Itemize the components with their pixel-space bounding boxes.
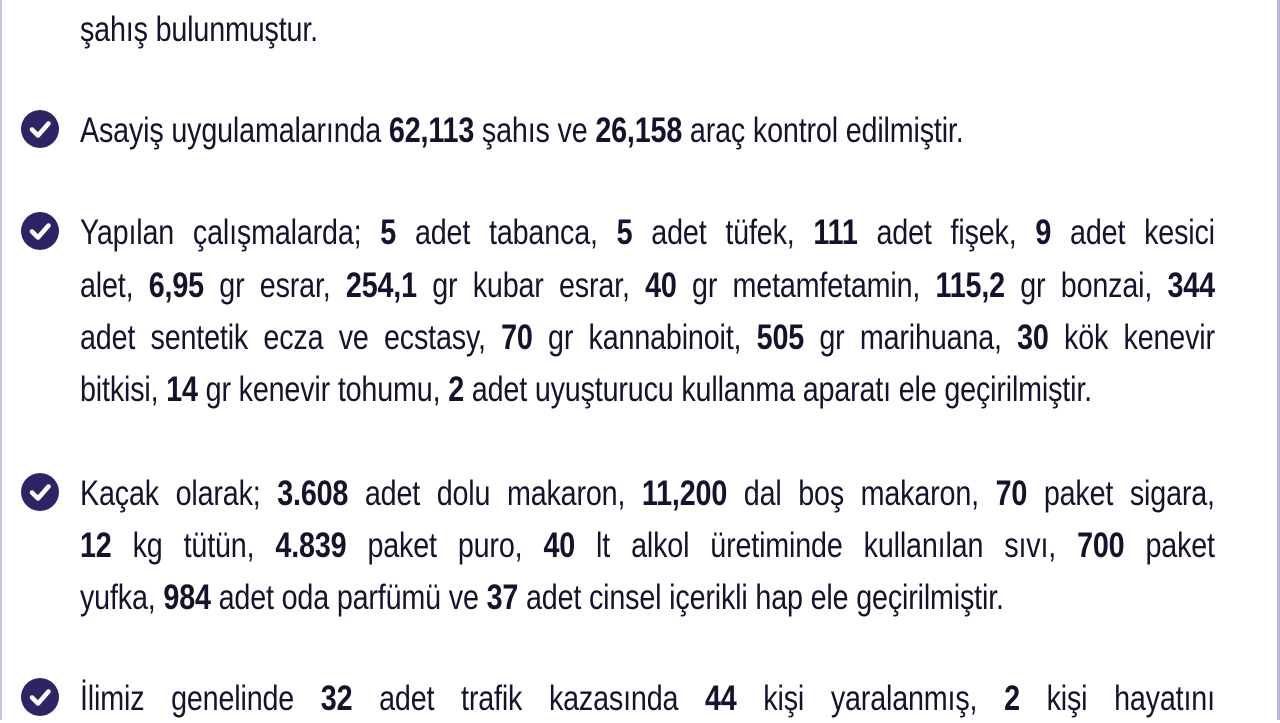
- text-segment: dal boş makaron,: [727, 474, 996, 513]
- number-value: 2: [448, 370, 464, 409]
- number-value: 984: [163, 578, 211, 617]
- bullet-2-line-4: [80, 366, 1092, 414]
- bullet-2-line-1: [80, 209, 1215, 257]
- text-segment: paket sigara,: [1027, 474, 1215, 513]
- text-segment: gr kannabinoit,: [532, 318, 757, 357]
- number-value: 5: [380, 213, 397, 252]
- number-value: 9: [1035, 213, 1052, 252]
- text-segment: İlimiz genelinde: [80, 679, 321, 718]
- text-segment: adet oda parfümü ve: [210, 578, 487, 617]
- text-segment: kg tütün,: [111, 526, 276, 565]
- number-value: 3.608: [277, 474, 349, 513]
- bullet-1-line-1: [80, 107, 1011, 155]
- bullet-3-line-2: [80, 522, 1215, 570]
- text-segment: adet dolu makaron,: [348, 474, 642, 513]
- number-value: 700: [1077, 526, 1125, 565]
- number-value: 70: [995, 474, 1028, 513]
- text-segment: şahıs ve: [474, 111, 596, 150]
- text-segment: Asayiş uygulamalarında: [80, 111, 389, 150]
- bullet-2-line-3: [80, 314, 1215, 362]
- text-segment: kişi hayatını: [1019, 679, 1215, 718]
- check-circle-icon: [21, 110, 59, 148]
- text-segment: Kaçak olarak;: [80, 474, 278, 513]
- intro-line: [80, 6, 1011, 54]
- text-segment: lt alkol üretiminde kullanılan sıvı,: [575, 526, 1078, 565]
- check-circle-icon: [21, 473, 59, 511]
- number-value: 37: [486, 578, 519, 617]
- number-value: 111: [813, 213, 858, 252]
- text-segment: gr kubar esrar,: [416, 266, 646, 305]
- text-segment: adet tüfek,: [632, 213, 814, 252]
- number-value: 6,95: [148, 266, 204, 305]
- text-segment: gr kenevir tohumu,: [197, 370, 449, 409]
- text-segment: gr esrar,: [203, 266, 346, 305]
- number-value: 5: [616, 213, 633, 252]
- text-segment: araç kontrol edilmiştir.: [682, 111, 964, 150]
- text-segment: paket puro,: [346, 526, 544, 565]
- text-segment: adet cinsel içerikli hap ele geçirilmiştir.: [518, 578, 1004, 617]
- number-value: 40: [543, 526, 576, 565]
- bullet-4-line-1: [80, 675, 1215, 723]
- text-segment: adet trafik kazasında: [352, 679, 706, 718]
- number-value: 14: [166, 370, 198, 409]
- number-value: 2: [1004, 679, 1020, 718]
- text-segment: gr marihuana,: [804, 318, 1018, 357]
- text-segment: gr bonzai,: [1004, 266, 1168, 305]
- text-segment: paket: [1124, 526, 1215, 565]
- text-segment: adet sentetik ecza ve ecstasy,: [80, 318, 502, 357]
- number-value: 70: [501, 318, 533, 357]
- number-value: 115,2: [935, 266, 1005, 305]
- number-value: 254,1: [345, 266, 417, 305]
- number-value: 62,113: [388, 111, 475, 150]
- text-segment: yufka,: [80, 578, 164, 617]
- check-circle-icon: [21, 678, 59, 716]
- bullet-2-line-2: [80, 262, 1215, 310]
- number-value: 40: [645, 266, 677, 305]
- number-value: 505: [756, 318, 805, 357]
- number-value: 12: [80, 526, 112, 565]
- bullet-3-line-1: [80, 470, 1215, 518]
- text-segment: adet kesici: [1051, 213, 1215, 252]
- check-circle-icon: [21, 212, 59, 250]
- number-value: 4.839: [275, 526, 347, 565]
- text-segment: adet tabanca,: [396, 213, 617, 252]
- number-value: 30: [1017, 318, 1049, 357]
- bullet-3-line-3: [80, 574, 1011, 622]
- number-value: 344: [1167, 266, 1215, 305]
- text-segment: adet uyuşturucu kullanma aparatı ele geçirilmiştir.: [463, 370, 1092, 409]
- text-segment: Yapılan çalışmalarda;: [80, 213, 381, 252]
- text-segment: alet,: [80, 266, 149, 305]
- text-segment: şahış bulunmuştur.: [80, 10, 318, 49]
- number-value: 32: [320, 679, 353, 718]
- text-segment: kişi yaralanmış,: [736, 679, 1005, 718]
- text-segment: kök kenevir: [1048, 318, 1215, 357]
- number-value: 26,158: [595, 111, 683, 150]
- number-value: 11,200: [641, 474, 728, 513]
- text-segment: adet fişek,: [857, 213, 1036, 252]
- number-value: 44: [705, 679, 737, 718]
- left-border: [0, 0, 2, 720]
- text-segment: bitkisi,: [80, 370, 167, 409]
- text-segment: gr metamfetamin,: [676, 266, 936, 305]
